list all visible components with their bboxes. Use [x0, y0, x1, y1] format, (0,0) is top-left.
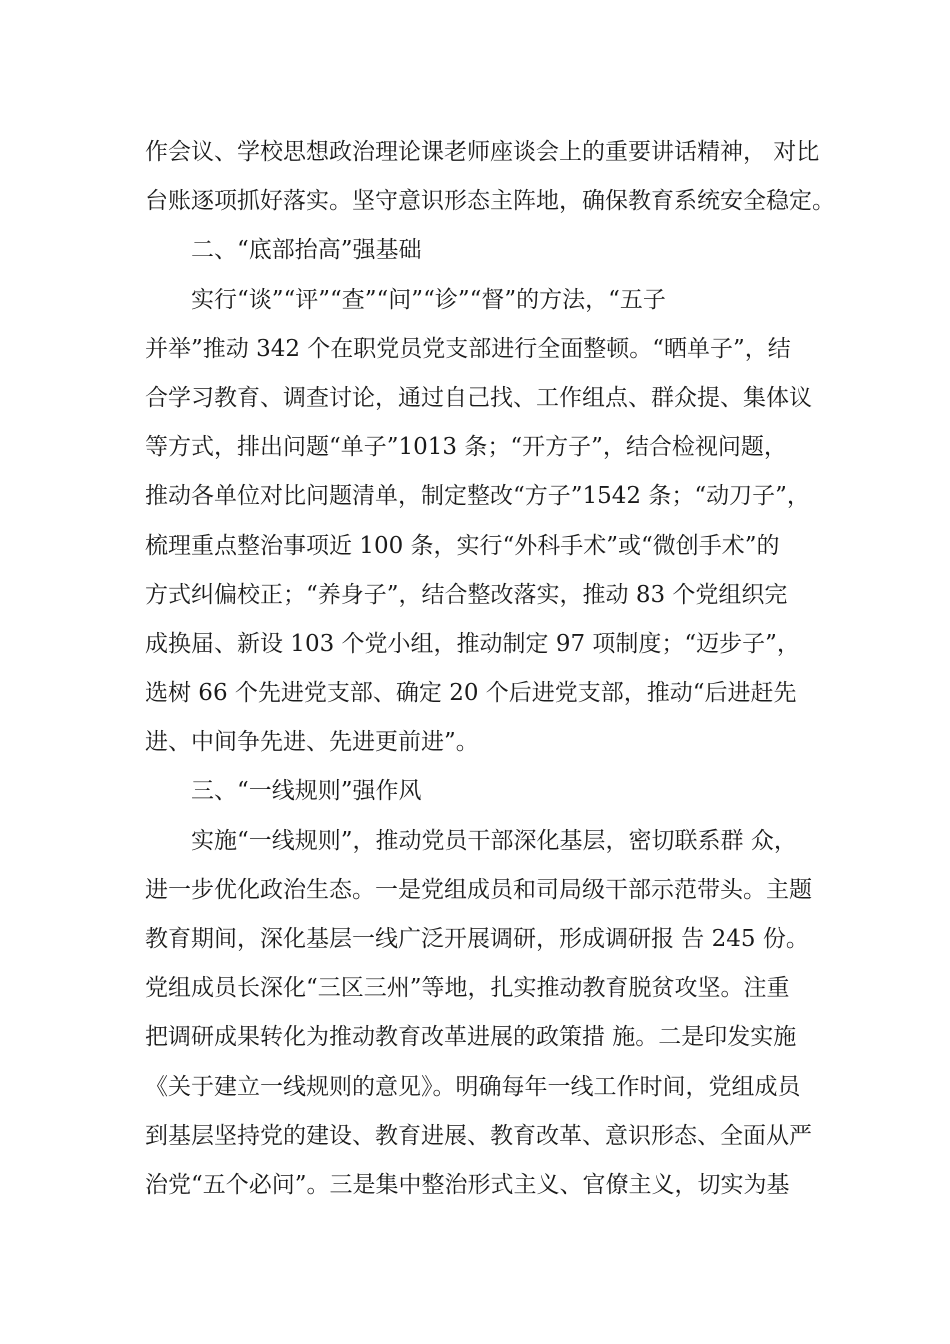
text-line: 进一步优化政治生态。一是党组成员和司局级干部示范带头。主题 [145, 876, 812, 903]
text-line: 梳理重点整治事项近 100 条，实行“外科手术”或“微创手术”的 [145, 532, 780, 559]
text-line: 方式纠偏校正；“养身子”，结合整改落实，推动 83 个党组织完 [145, 581, 788, 608]
text-line: 等方式，排出问题“单子”1013 条；“开方子”，结合检视问题， [145, 434, 787, 461]
text-line: 作会议、学校思想政治理论课老师座谈会上的重要讲话精神， 对比 [145, 139, 820, 165]
text-line: 合学习教育、调查讨论，通过自己找、工作组点、群众提、集体议 [145, 384, 812, 411]
text-line: 成换届、新设 103 个党小组，推动制定 97 项制度；“迈步子”， [145, 630, 800, 657]
text-line: 党组成员长深化“三区三州”等地，扎实推动教育脱贫攻坚。注重 [145, 975, 790, 1002]
text-line: 治党“五个必问”。三是集中整治形式主义、官僚主义，切实为基 [145, 1171, 790, 1198]
section-heading: 二、“底部抬高”强基础 [191, 237, 422, 264]
text-line: 把调研成果转化为推动教育改革进展的政策措 施。二是印发实施 [145, 1024, 797, 1051]
paragraph-start-line: 实行“谈”“评”“查”“问”“诊”“督”的方法，“五子 [191, 286, 666, 313]
text-line: 推动各单位对比问题清单，制定整改“方子”1542 条；“动刀子”， [145, 483, 810, 510]
text-line: 《关于建立一线规则的意见》。明确每年一线工作时间，党组成员 [145, 1073, 801, 1100]
text-line: 进、中间争先进、先进更前进”。 [145, 729, 479, 756]
text-line: 台账逐项抓好落实。坚守意识形态主阵地，确保教育系统安全稳定。 [145, 188, 835, 215]
text-line: 选树 66 个先进党支部、确定 20 个后进党支部，推动“后进赶先 [145, 680, 797, 707]
body-text [145, 128, 835, 1210]
text-line: 并举”推动 342 个在职党员党支部进行全面整顿。“晒单子”，结 [145, 335, 791, 362]
section-heading: 三、“一线规则”强作风 [191, 778, 422, 805]
text-line: 教育期间，深化基层一线广泛开展调研，形成调研报 告 245 份。 [145, 926, 809, 952]
text-line: 到基层坚持党的建设、教育进展、教育改革、意识形态、全面从严 [145, 1122, 812, 1149]
paragraph-start-line: 实施“一线规则”，推动党员干部深化基层，密切联系群 众， [191, 827, 797, 854]
